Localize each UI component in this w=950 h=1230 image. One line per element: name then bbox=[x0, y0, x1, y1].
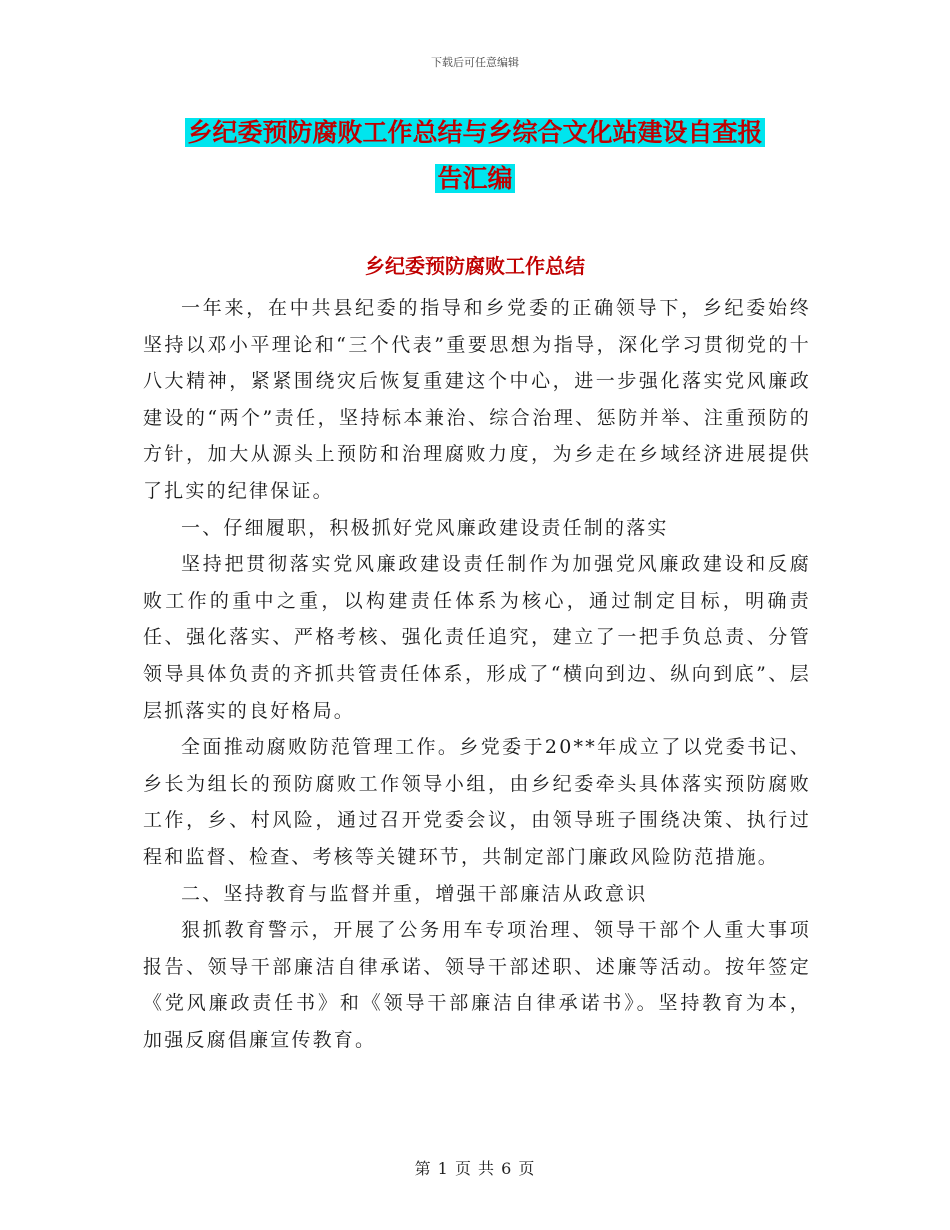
paragraph: 狠抓教育警示，开展了公务用车专项治理、领导干部个人重大事项报告、领导干部廉洁自律承诺、领导干部述职、述廉等活动。按年签定《党风廉政责任书》和《领导干部廉洁自律承诺书》。坚持教育为本，加强反腐倡廉宣传教育。 bbox=[143, 919, 811, 1051]
paragraph: 一年来，在中共县纪委的指导和乡党委的正确领导下，乡纪委始终坚持以邓小平理论和“三个代表”重要思想为指导，深化学习贯彻党的十八大精神，紧紧围绕灾后恢复重建这个中心，进一步强化落实党风廉政建设的“两个”责任，坚持标本兼治、综合治理、惩防并举、注重预防的方针，加大从源头上预防和治理腐败力度，为乡走在乡域经济进展提供了扎实的纪律保证。 bbox=[143, 297, 811, 502]
page-number-footer: 第 1 页 共 6 页 bbox=[414, 1159, 536, 1178]
body-text bbox=[143, 290, 811, 1058]
document-title-line1: 乡纪委预防腐败工作总结与乡综合文化站建设自查报 bbox=[187, 118, 763, 147]
header-note: 下载后可任意编辑 bbox=[431, 56, 519, 69]
document-title-line2: 告汇编 bbox=[437, 164, 513, 193]
paragraph: 一、仔细履职，积极抓好党风廉政建设责任制的落实 bbox=[181, 516, 669, 539]
paragraph: 坚持把贯彻落实党风廉政建设责任制作为加强党风廉政建设和反腐败工作的重中之重，以构建责任体系为核心，通过制定目标，明确责任、强化落实、严格考核、强化责任追究，建立了一把手负总责、分管领导具体负责的齐抓共管责任体系，形成了“横向到边、纵向到底”、层层抓落实的良好格局。 bbox=[143, 553, 811, 722]
paragraph: 全面推动腐败防范管理工作。乡党委于20**年成立了以党委书记、乡长为组长的预防腐败工作领导小组，由乡纪委牵头具体落实预防腐败工作，乡、村风险，通过召开党委会议，由领导班子围绕决策、执行过程和监督、检查、考核等关键环节，共制定部门廉政风险防范措施。 bbox=[143, 736, 811, 868]
section-heading: 乡纪委预防腐败工作总结 bbox=[365, 254, 585, 278]
document-title bbox=[140, 110, 810, 202]
paragraph: 二、坚持教育与监督并重，增强干部廉洁从政意识 bbox=[181, 882, 648, 905]
